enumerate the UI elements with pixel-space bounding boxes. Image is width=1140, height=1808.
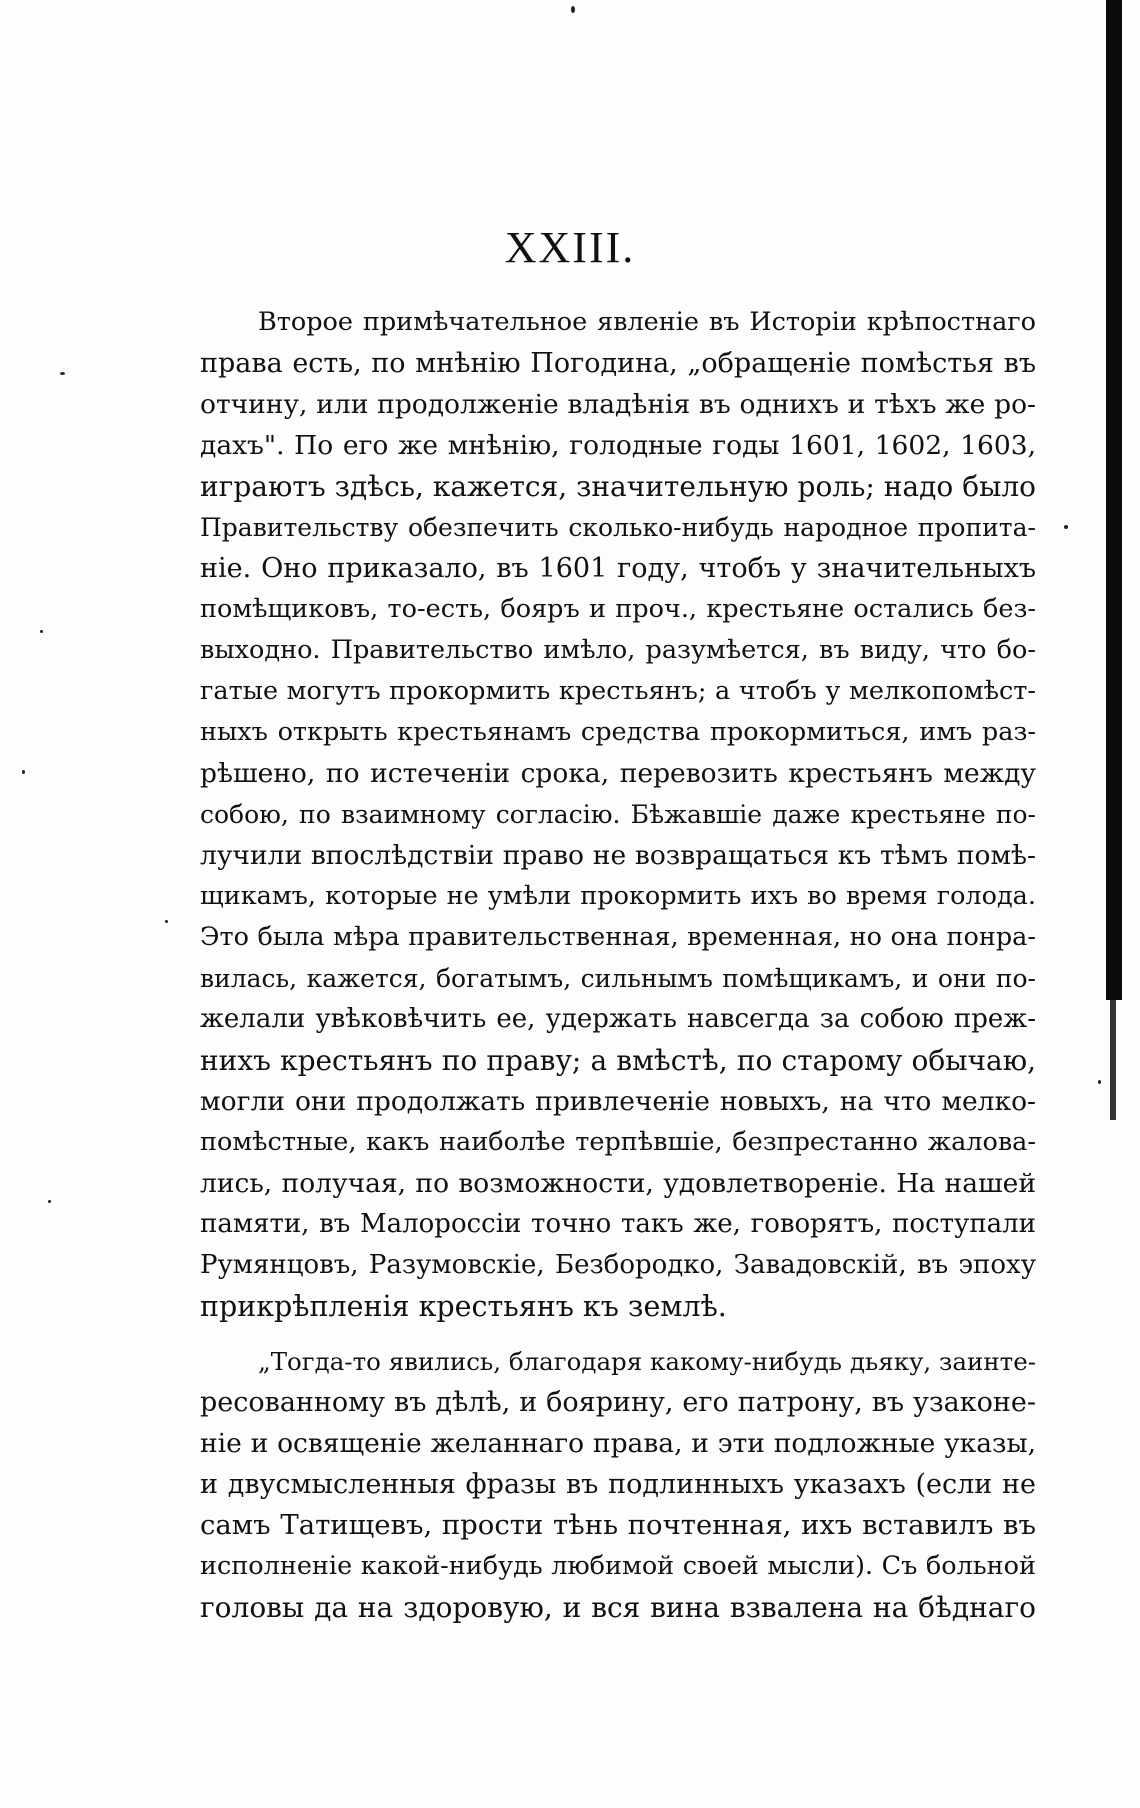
- print-speck: [1098, 1080, 1101, 1084]
- text-line: рѣшено, по истеченіи срока, перевозить крестьянъ между: [200, 758, 1036, 789]
- print-speck: [40, 630, 43, 633]
- print-speck: [22, 770, 25, 774]
- text-line: Румянцовъ, Разумовскіе, Безбородко, Завадовскій, въ эпоху: [200, 1250, 1036, 1280]
- text-line: головы да на здоровую, и вся вина взвалена на бѣднаго: [200, 1591, 1036, 1624]
- text-line: памяти, въ Малороссіи точно такъ же, говорятъ, поступали: [200, 1209, 1036, 1239]
- text-line: лучили впослѣдствіи право не возвращаться къ тѣмъ помѣ-: [200, 840, 1036, 871]
- print-speck: [1064, 525, 1068, 529]
- body-text: [200, 302, 1036, 1628]
- text-line: выходно. Правительство имѣло, разумѣется, въ виду, что бо-: [200, 635, 1036, 665]
- text-line: прикрѣпленія крестьянъ къ землѣ.: [200, 1290, 727, 1323]
- text-line: помѣщиковъ, то-есть, бояръ и проч., крестьяне остались без-: [200, 594, 1036, 624]
- text-line: дахъ". По его же мнѣнію, голодные годы 1601, 1602, 1603,: [200, 430, 1036, 461]
- text-line: собою, по взаимному согласію. Бѣжавшіе даже крестьяне по-: [200, 800, 1036, 829]
- text-line: ніе и освященіе желаннаго права, и эти подложные указы,: [200, 1428, 1036, 1459]
- paragraph: [200, 302, 1036, 1327]
- print-speck: [571, 6, 575, 13]
- text-line: отчину, или продолженіе владѣнія въ однихъ и тѣхъ же ро-: [200, 389, 1036, 420]
- text-line: желали увѣковѣчить ее, удержать навсегда за собою преж-: [200, 1004, 1036, 1034]
- text-line: и двусмысленныя фразы въ подлинныхъ указахъ (если не: [200, 1469, 1036, 1500]
- page-edge-shadow: [1106, 0, 1122, 1000]
- text-line: „Тогда-то явились, благодаря какому-нибудь дьяку, заинте-: [258, 1347, 1036, 1376]
- print-speck: [48, 1200, 51, 1203]
- text-line: Правительству обезпечить сколько-нибудь народное пропита-: [200, 513, 1036, 542]
- print-speck: [165, 920, 168, 923]
- text-line: нихъ крестьянъ по праву; а вмѣстѣ, по старому обычаю,: [200, 1044, 1036, 1077]
- text-line: исполненіе какой-нибудь любимой своей мысли). Съ больной: [200, 1551, 1036, 1581]
- print-speck: [60, 372, 65, 375]
- text-line: играютъ здѣсь, кажется, значительную роль; надо было: [200, 470, 1036, 503]
- text-line: ресованному въ дѣлѣ, и боярину, его патрону, въ узаконе-: [200, 1387, 1036, 1418]
- text-line: могли они продолжать привлеченіе новыхъ, на что мелко-: [200, 1086, 1036, 1117]
- text-line: щикамъ, которые не умѣли прокормить ихъ во время голода.: [200, 881, 1036, 911]
- text-line: ніе. Оно приказало, въ 1601 году, чтобъ у значительныхъ: [200, 553, 1036, 584]
- paragraph: [200, 1341, 1036, 1628]
- text-line: Второе примѣчательное явленіе въ Исторіи крѣпостнаго: [258, 307, 1036, 337]
- text-line: Это была мѣра правительственная, временная, но она понра-: [200, 922, 1036, 952]
- paragraph-gap: [200, 1327, 1036, 1341]
- text-line: лись, получая, по возможности, удовлетвореніе. На нашей: [200, 1168, 1036, 1199]
- text-line: права есть, по мнѣнію Погодина, „обращеніе помѣстья въ: [200, 348, 1036, 379]
- text-line: вилась, кажется, богатымъ, сильнымъ помѣщикамъ, и они по-: [200, 964, 1036, 993]
- text-line: помѣстные, какъ наиболѣе терпѣвшіе, безпрестанно жалова-: [200, 1127, 1036, 1157]
- text-line: самъ Татищевъ, прости тѣнь почтенная, ихъ вставилъ въ: [200, 1509, 1036, 1541]
- text-line: гатые могутъ прокормить крестьянъ; а чтобъ у мелкопомѣст-: [200, 676, 1036, 706]
- page-edge-shadow-tail: [1110, 1000, 1116, 1120]
- text-line: ныхъ открыть крестьянамъ средства прокормиться, имъ раз-: [200, 717, 1036, 747]
- chapter-heading: XXIII.: [504, 223, 636, 272]
